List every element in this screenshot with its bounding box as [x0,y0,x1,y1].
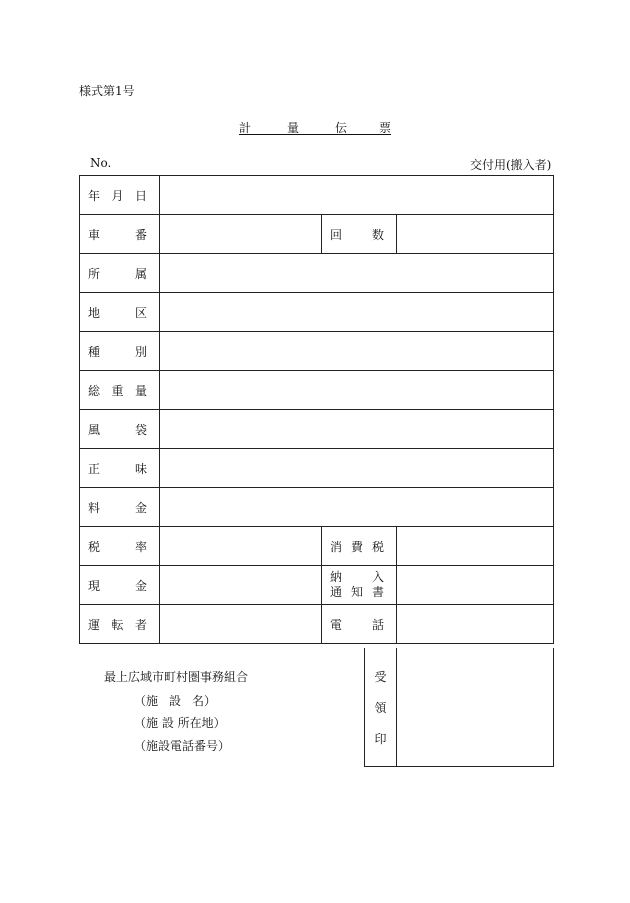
label-char: 車 [88,227,101,242]
label-payment-notice [322,566,397,605]
field-category[interactable] [160,332,554,371]
label-char: 知 [350,585,363,599]
label-char: 別 [134,344,147,359]
table-row [80,410,554,449]
field-district[interactable] [160,293,554,332]
title-char: 量 [287,121,300,135]
label-char: 年 [88,188,101,203]
label-count [322,215,397,254]
label-char: 種 [88,344,101,359]
label-driver [80,605,160,644]
label-char: 番 [134,227,147,242]
label-vehicle-number [80,215,160,254]
label-char: 味 [134,461,147,476]
facility-name [134,692,216,709]
copy-type-label: 交付用(搬入者) [470,158,552,172]
label-char: 回 [330,227,343,242]
table-row [80,293,554,332]
label-char: 運 [88,617,101,632]
label-char: 領 [374,700,387,715]
label-char: 者 [134,617,147,632]
field-payment-notice[interactable] [397,566,554,605]
field-gross-weight[interactable] [160,371,554,410]
label-char: 印 [374,731,387,746]
label-char: 月 [111,188,124,203]
table-row [80,449,554,488]
label-char: 区 [134,305,147,320]
receipt-seal-field[interactable] [397,648,553,766]
table-row [80,566,554,605]
footer-section [79,648,553,767]
label-affiliation [80,254,160,293]
table-row [80,488,554,527]
field-date[interactable] [160,176,554,215]
field-vehicle-number[interactable] [160,215,322,254]
table-row [80,254,554,293]
label-char: 金 [134,578,147,593]
label-char: 量 [134,383,147,398]
field-count[interactable] [397,215,554,254]
receipt-seal-label [365,648,397,766]
weighing-form-table [79,175,554,644]
label-char: 料 [88,500,101,515]
table-row [80,332,554,371]
table-row [80,215,554,254]
field-phone[interactable] [397,605,554,644]
field-tax-rate[interactable] [160,527,322,566]
label-date [80,176,160,215]
form-number: 様式第1号 [79,84,135,98]
field-consumption-tax[interactable] [397,527,554,566]
table-row [80,527,554,566]
label-char: 消 [330,539,343,554]
field-affiliation[interactable] [160,254,554,293]
label-char: 地 [88,305,101,320]
label-char: 現 [88,578,101,593]
title-char: 計 [239,121,252,135]
label-char: 納 [330,570,343,584]
label-category [80,332,160,371]
label-char: 話 [371,617,384,632]
table-row [80,176,554,215]
label-tax-rate [80,527,160,566]
label-district [80,293,160,332]
label-char: 入 [371,570,384,584]
label-char: 所 [88,266,101,281]
label-fee [80,488,160,527]
facility-name-part: （施 [134,694,159,708]
label-char: 金 [134,500,147,515]
facility-name-part: 設 [168,694,181,708]
organization-name: 最上広域市町村圏事務組合 [104,670,249,684]
facility-address: （施 設 所在地） [134,716,226,730]
label-char: 正 [88,461,101,476]
title-char: 票 [379,121,392,135]
label-char: 属 [134,266,147,281]
receipt-seal-box [364,648,554,767]
label-char: 通 [330,585,343,599]
number-label: No. [90,156,112,170]
label-cash [80,566,160,605]
label-char: 日 [134,188,147,203]
label-char: 総 [88,383,101,398]
label-char: 税 [88,539,101,554]
label-char: 転 [111,617,124,632]
field-bag-weight[interactable] [160,410,554,449]
label-net-weight [80,449,160,488]
field-net-weight[interactable] [160,449,554,488]
label-char: 費 [350,539,363,554]
label-char: 重 [111,383,124,398]
label-char: 書 [371,585,384,599]
label-gross-weight [80,371,160,410]
facility-phone: （施設電話番号） [134,739,231,753]
facility-name-part: 名） [191,694,216,708]
label-char: 受 [374,669,387,684]
title-char: 伝 [335,121,348,135]
field-cash[interactable] [160,566,322,605]
field-driver[interactable] [160,605,322,644]
label-bag-weight [80,410,160,449]
label-char: 電 [330,617,343,632]
label-char: 数 [371,227,384,242]
table-row [80,605,554,644]
document-title [239,119,391,135]
label-char: 税 [371,539,384,554]
label-char: 風 [88,422,101,437]
label-phone [322,605,397,644]
label-consumption-tax [322,527,397,566]
field-fee[interactable] [160,488,554,527]
label-char: 袋 [134,422,147,437]
label-char: 率 [134,539,147,554]
table-row [80,371,554,410]
